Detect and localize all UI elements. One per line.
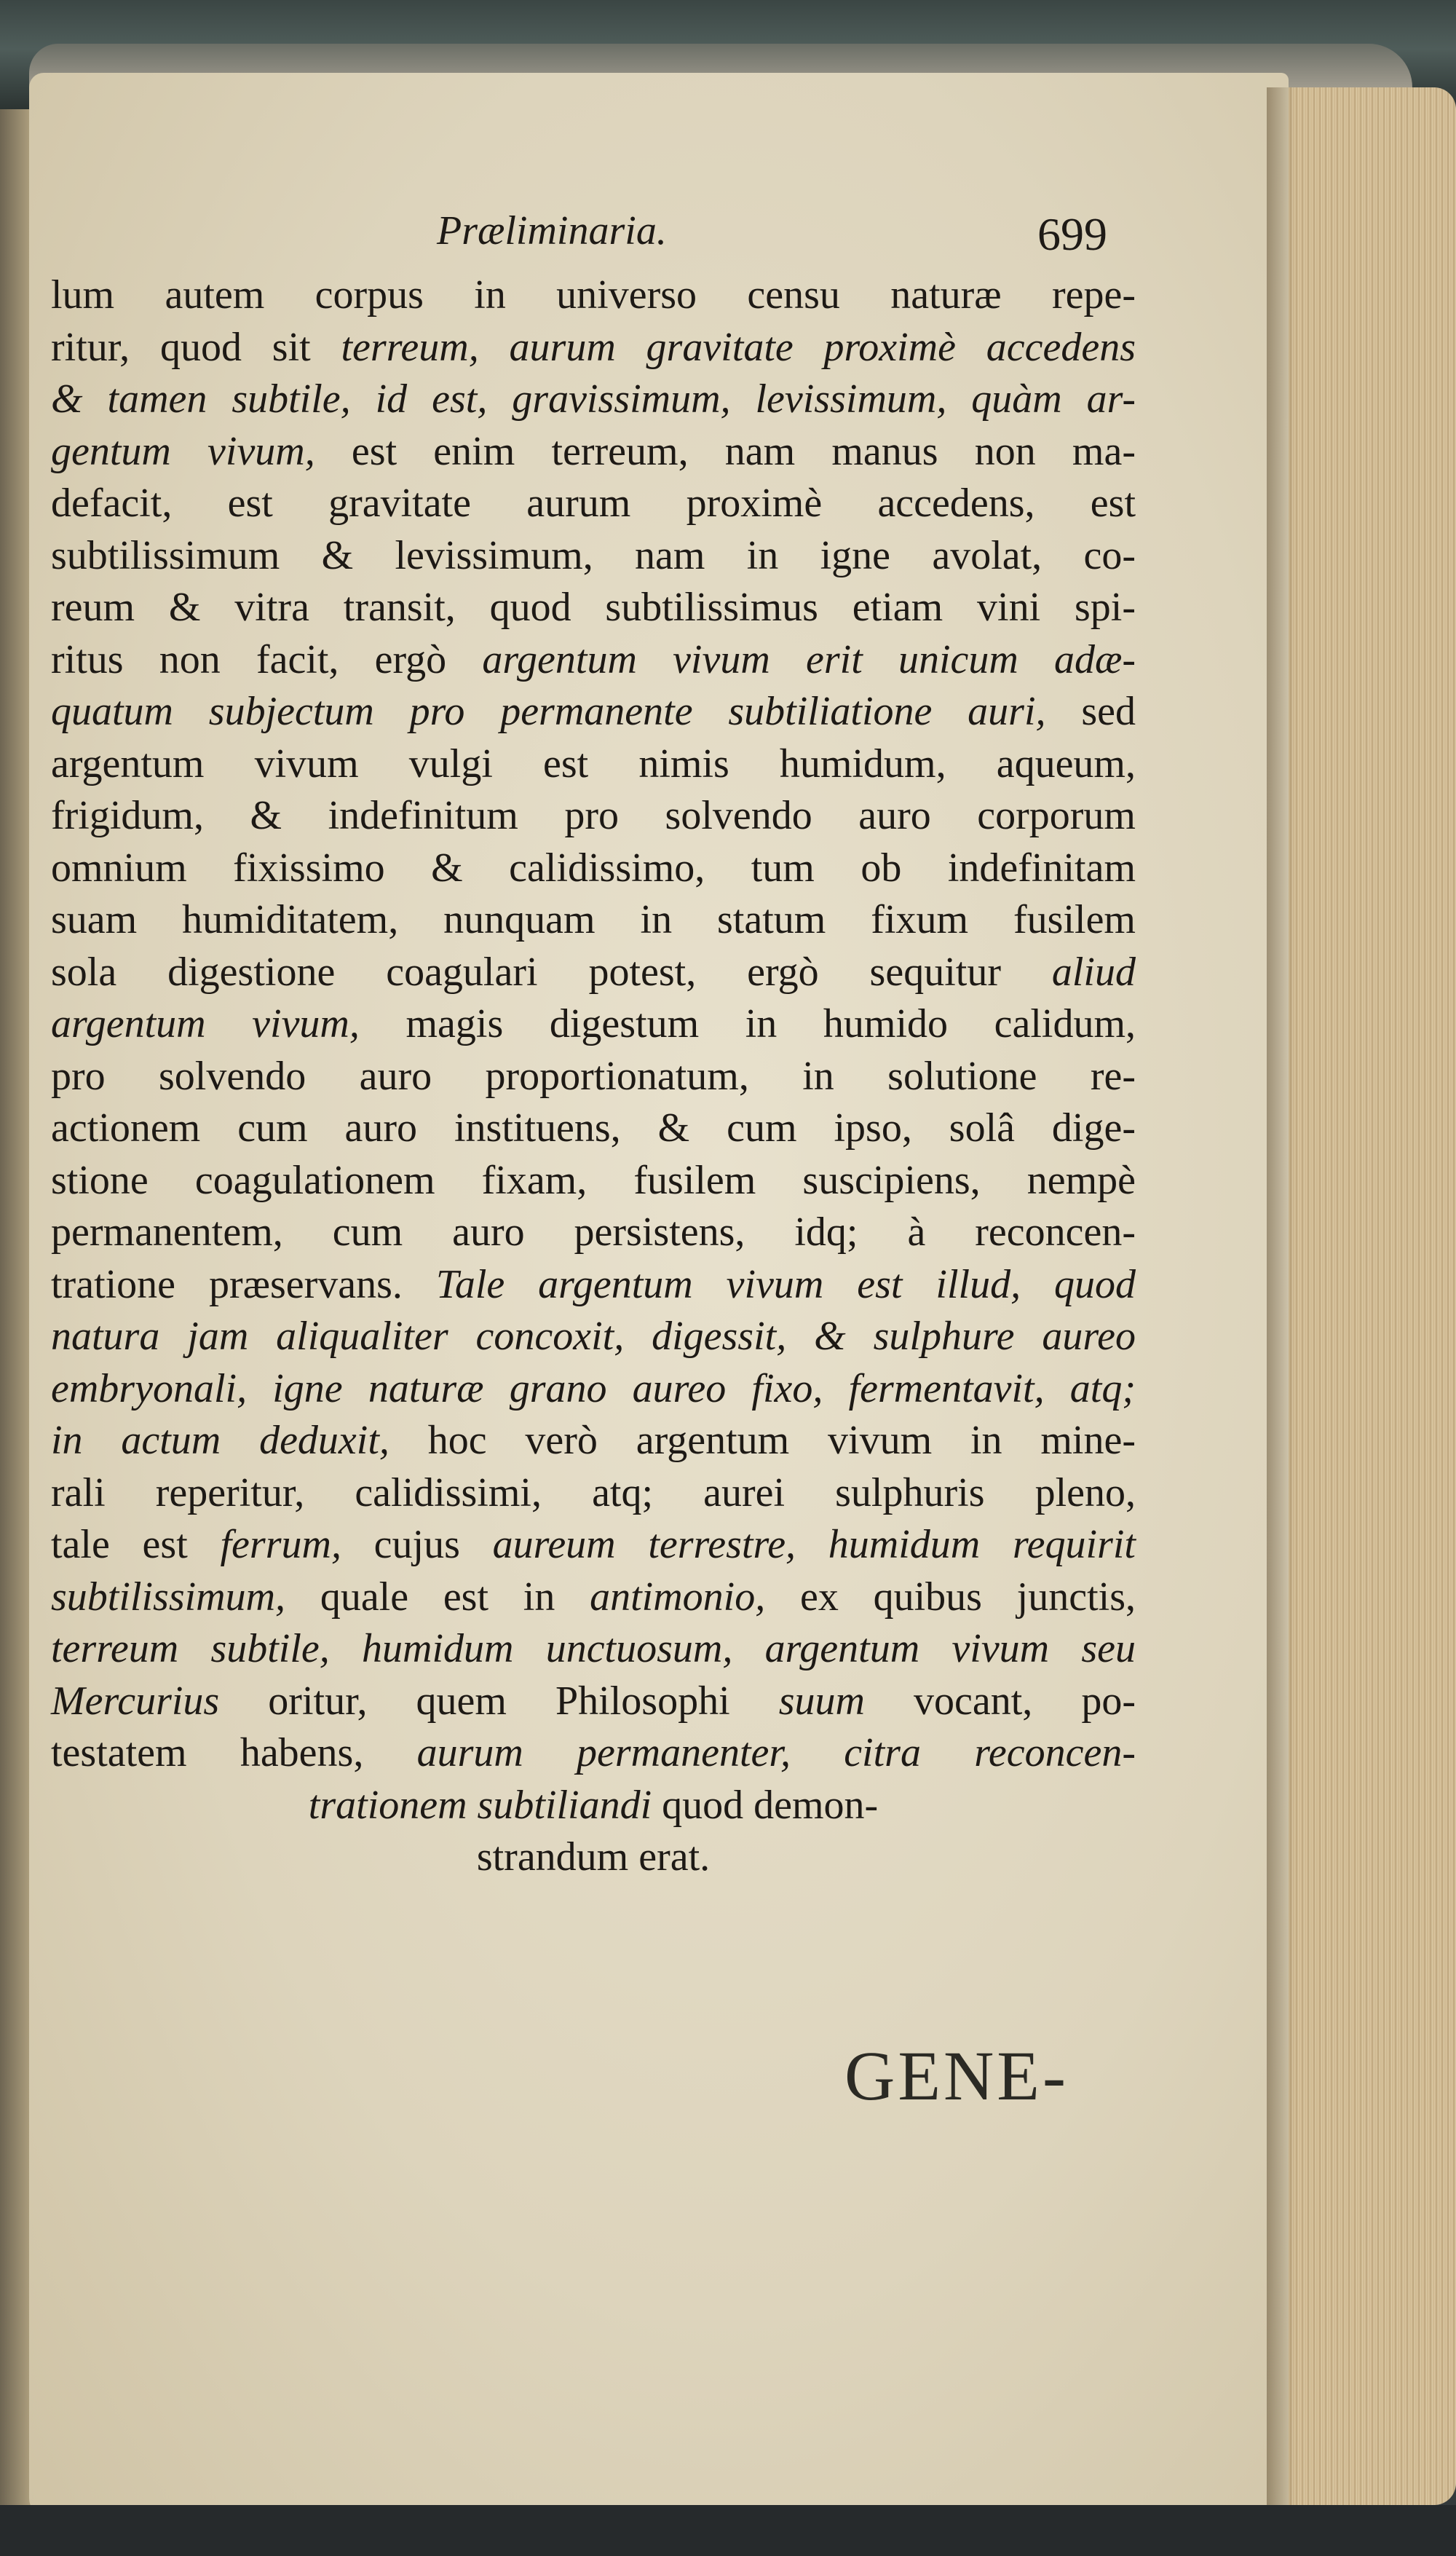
roman-segment: ritur, quod sit (51, 324, 341, 370)
italic-segment: antimonio, (590, 1574, 800, 1620)
text-line (51, 1780, 1136, 1832)
text-line (51, 1311, 1136, 1363)
text-line (51, 1467, 1136, 1520)
roman-segment: quale est in (320, 1574, 590, 1620)
roman-segment: omnium fixissimo & calidissimo, tum ob indefinitam (51, 845, 1136, 891)
text-line (51, 1051, 1136, 1103)
italic-segment: argentum vivum, (51, 1001, 406, 1046)
roman-segment: ritus non facit, ergò (51, 636, 483, 682)
roman-segment: testatem habens, (51, 1730, 417, 1775)
roman-segment: strandum erat. (476, 1834, 711, 1879)
roman-segment: est enim terreum, nam manus non ma- (351, 428, 1136, 474)
roman-segment: argentum vivum vulgi est nimis humidum, aqueum, (51, 741, 1136, 786)
text-line (51, 1103, 1136, 1155)
text-line (51, 374, 1136, 426)
roman-segment: lum autem corpus in universo censu naturæ repe- (51, 272, 1136, 317)
text-line (51, 1831, 1136, 1884)
text-line (51, 269, 1136, 322)
text-line (51, 790, 1136, 843)
text-line (51, 738, 1136, 791)
text-line (51, 322, 1136, 374)
text-line (51, 686, 1136, 738)
roman-segment: tratione præservans. (51, 1261, 436, 1307)
roman-segment: subtilissimum & levissimum, nam in igne avolat, co- (51, 532, 1136, 578)
roman-segment: ex quibus junctis, (799, 1574, 1136, 1620)
text-line (51, 1727, 1136, 1780)
roman-segment: actionem cum auro instituens, & cum ipso, solâ dige- (51, 1105, 1136, 1151)
roman-segment: vocant, po- (914, 1678, 1136, 1724)
page-stack (1281, 87, 1456, 2505)
catchword: GENE- (844, 2037, 1069, 2115)
italic-segment: aureum terrestre, humidum requirit (492, 1522, 1136, 1567)
italic-segment: subtilissimum, (51, 1574, 320, 1620)
italic-segment: aurum permanenter, citra reconcen- (416, 1730, 1136, 1775)
italic-segment: suum (778, 1678, 914, 1724)
roman-segment: permanentem, cum auro persistens, idq; à reconcen- (51, 1210, 1136, 1255)
italic-segment: quatum subjectum pro permanente subtiliatione auri, (51, 689, 1082, 734)
running-head (0, 208, 1456, 266)
italic-segment: aliud (1051, 949, 1136, 995)
roman-segment: cujus (373, 1522, 493, 1567)
text-line (51, 1363, 1136, 1416)
italic-segment: natura jam aliqualiter concoxit, digessit, & sulphure aureo (51, 1314, 1136, 1359)
text-line (51, 998, 1136, 1051)
text-line (51, 1519, 1136, 1571)
text-line (51, 843, 1136, 895)
italic-segment: Tale argentum vivum est illud, quod (435, 1261, 1136, 1307)
roman-segment: sola digestione coagulari potest, ergò sequitur (51, 949, 1052, 995)
roman-segment: oritur, quem Philosophi (268, 1678, 779, 1724)
italic-segment: trationem subtiliandi (308, 1782, 662, 1828)
italic-segment: Mercurius (51, 1678, 269, 1724)
text-line (51, 1415, 1136, 1467)
page-number: 699 (1037, 208, 1107, 260)
text-line (51, 582, 1136, 634)
text-line (51, 478, 1136, 530)
text-line (51, 634, 1136, 687)
text-line (51, 530, 1136, 583)
italic-segment: embryonali, igne naturæ grano aureo fixo, fermentavit, atq; (51, 1365, 1136, 1411)
text-line (51, 1623, 1136, 1676)
roman-segment: sed (1081, 689, 1136, 734)
text-line (51, 1571, 1136, 1624)
roman-segment: hoc verò argentum vivum in mine- (427, 1418, 1136, 1463)
roman-segment: frigidum, & indefinitum pro solvendo auro corporum (51, 793, 1136, 838)
gutter-shadow (1267, 87, 1296, 2505)
italic-segment: terreum, aurum gravitate proximè accedens (341, 324, 1136, 370)
text-line (51, 1155, 1136, 1207)
bottom-shadow (0, 2505, 1456, 2556)
text-line (51, 426, 1136, 478)
italic-segment: ferrum, (220, 1522, 374, 1567)
roman-segment: pro solvendo auro proportionatum, in solutione re- (51, 1053, 1136, 1099)
text-line (51, 894, 1136, 947)
text-line (51, 947, 1136, 999)
running-head-title: Præliminaria. (437, 208, 667, 253)
roman-segment: tale est (51, 1522, 221, 1567)
italic-segment: in actum deduxit, (51, 1418, 428, 1463)
text-line (51, 1207, 1136, 1259)
roman-segment: rali reperitur, calidissimi, atq; aurei sulphuris pleno, (51, 1470, 1136, 1515)
roman-segment: stione coagulationem fixam, fusilem suscipiens, nempè (51, 1157, 1136, 1203)
roman-segment: reum & vitra transit, quod subtilissimus etiam vini spi- (51, 585, 1136, 630)
text-line (51, 1259, 1136, 1311)
roman-segment: defacit, est gravitate aurum proximè accedens, est (51, 481, 1136, 526)
text-line (51, 1676, 1136, 1728)
body-text (51, 269, 1136, 1884)
italic-segment: gentum vivum, (51, 428, 352, 474)
italic-segment: argentum vivum erit unicum adæ- (482, 636, 1136, 682)
roman-segment: magis digestum in humido calidum, (405, 1001, 1136, 1046)
italic-segment: & tamen subtile, id est, gravissimum, levissimum, quàm ar- (51, 376, 1136, 422)
roman-segment: quod demon- (662, 1782, 879, 1828)
roman-segment: suam humiditatem, nunquam in statum fixum fusilem (51, 897, 1136, 942)
italic-segment: terreum subtile, humidum unctuosum, argentum vivum seu (51, 1626, 1136, 1671)
